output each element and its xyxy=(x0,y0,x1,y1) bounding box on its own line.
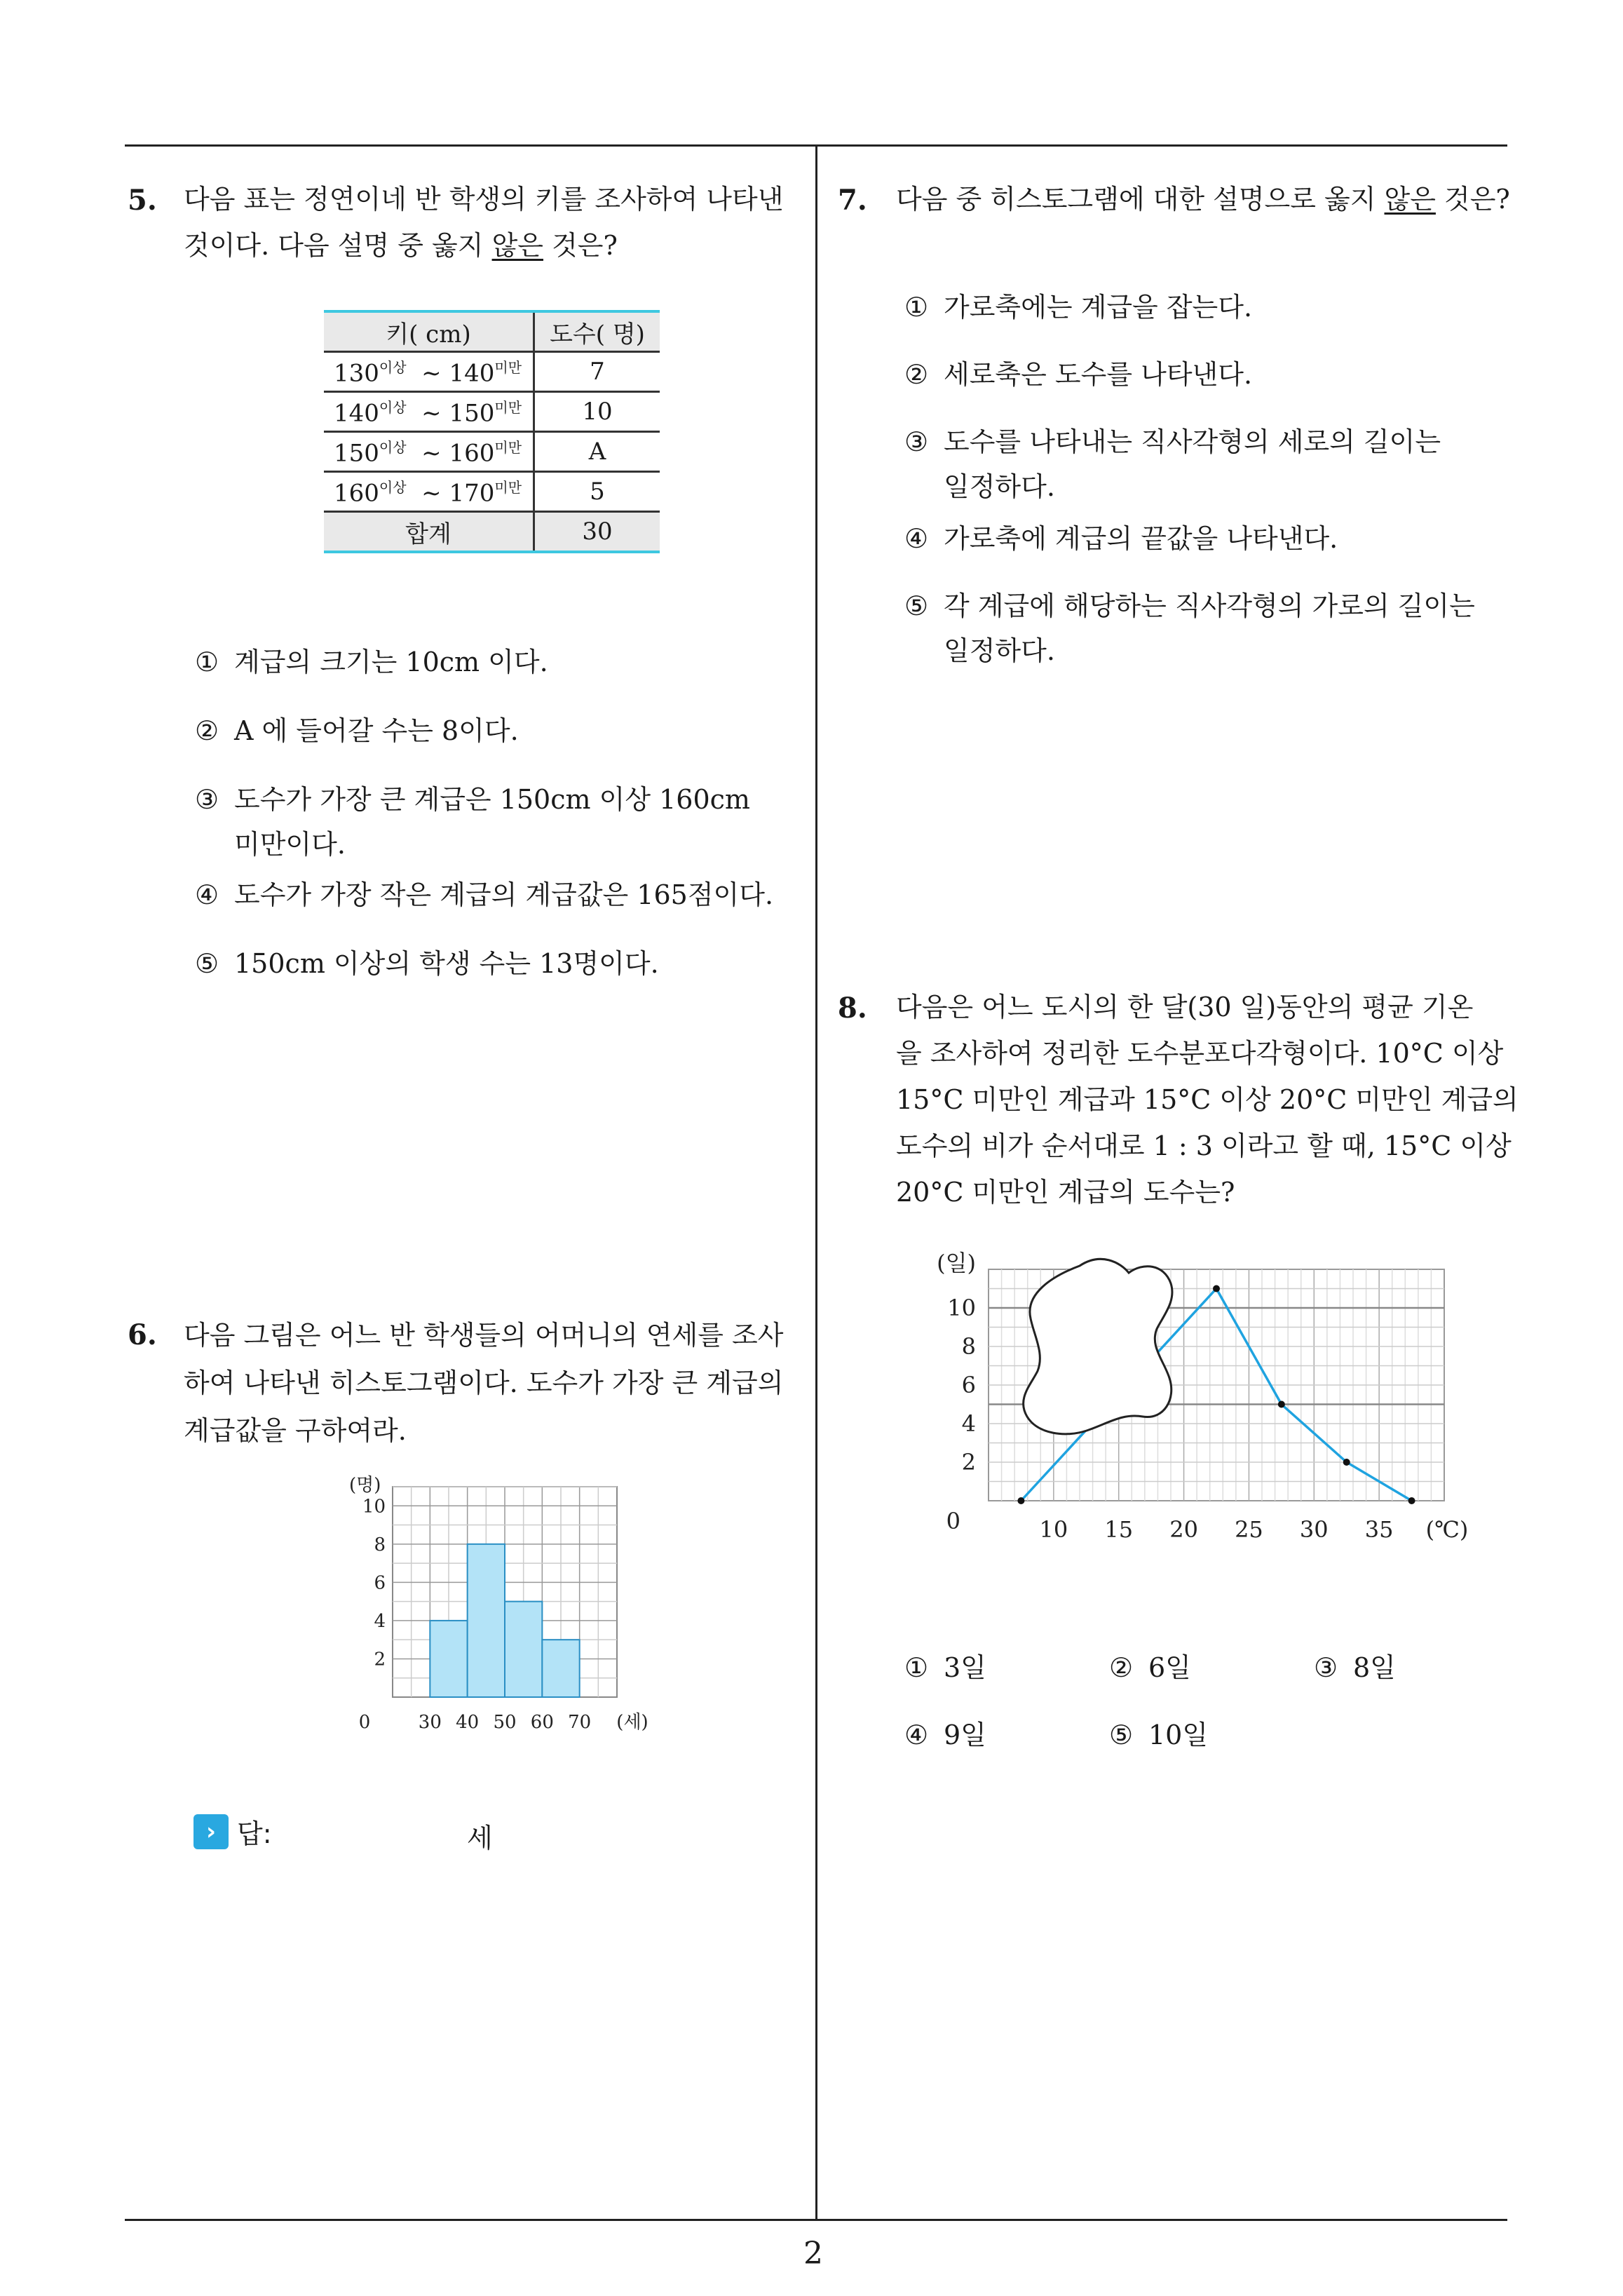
frequency-value: A xyxy=(534,432,660,472)
x-tick-label: 15 xyxy=(1104,1516,1134,1543)
histogram-bar xyxy=(468,1544,505,1697)
q5-text-line2: 것이다. 다음 설명 중 옳지 않은 것은? xyxy=(184,230,618,261)
q8-frequency-polygon xyxy=(932,1248,1479,1557)
data-point xyxy=(1278,1401,1285,1408)
class-interval: $140^{이상}$ ∼ $150^{미만}$ xyxy=(324,392,534,432)
y-tick-label: 2 xyxy=(961,1449,976,1475)
q5-option-4[interactable]: ④ 도수가 가장 작은 계급의 계급값은 165점이다. xyxy=(195,879,774,910)
header-height: 키( cm) xyxy=(324,311,534,352)
q5-option-1[interactable]: ① 계급의 크기는 10cm 이다. xyxy=(195,647,548,677)
y-axis-label: (일) xyxy=(937,1250,976,1276)
q5-option-5[interactable]: ⑤ 150cm 이상의 학생 수는 13명이다. xyxy=(195,948,659,979)
x-axis-label: (℃) xyxy=(1425,1516,1469,1543)
y-tick-label: 4 xyxy=(374,1610,386,1632)
data-point xyxy=(1017,1497,1024,1504)
q7-option-1[interactable]: ① 가로축에는 계급을 잡는다. xyxy=(904,292,1253,323)
q5-option-2[interactable]: ② A 에 들어갈 수는 8이다. xyxy=(195,715,519,746)
q6-text-line3: 계급값을 구하여라. xyxy=(184,1415,407,1446)
x-axis-label: (세) xyxy=(616,1712,648,1733)
histogram-bar xyxy=(505,1602,542,1697)
q8-option-3[interactable]: ③ 8일 xyxy=(1314,1652,1396,1683)
data-point xyxy=(1213,1285,1220,1292)
table-header-row xyxy=(324,311,660,352)
q5-option-3[interactable]: ③ 도수가 가장 큰 계급은 150cm 이상 160cm 미만이다. xyxy=(195,784,750,860)
q8-text-line4: 도수의 비가 순서대로 1 : 3 이라고 할 때, 15°C 이상 xyxy=(896,1130,1512,1161)
q5-number: 5. xyxy=(128,184,157,217)
frequency-value: 7 xyxy=(534,352,660,392)
histogram-bar xyxy=(430,1621,467,1697)
q8-option-5[interactable]: ⑤ 10일 xyxy=(1109,1720,1209,1750)
y-tick-label: 10 xyxy=(362,1496,386,1518)
data-point xyxy=(1408,1497,1415,1504)
total-value: 30 xyxy=(534,512,660,553)
chevron-right-icon: › xyxy=(193,1814,229,1849)
page-number: 2 xyxy=(803,2236,823,2271)
q7-option-4[interactable]: ④ 가로축에 계급의 끝값을 나타낸다. xyxy=(904,523,1338,554)
q7-text: 다음 중 히스토그램에 대한 설명으로 옳지 않은 것은? xyxy=(896,184,1510,215)
q8-text-line5: 20°C 미만인 계급의 도수는? xyxy=(896,1177,1235,1208)
y-tick-label: 10 xyxy=(947,1295,976,1321)
x-tick-label: 60 xyxy=(530,1712,554,1733)
class-interval: $160^{이상}$ ∼ $170^{미만}$ xyxy=(324,472,534,512)
frequency-table xyxy=(324,310,660,553)
total-label: 합계 xyxy=(324,512,534,553)
class-interval: $130^{이상}$ ∼ $140^{미만}$ xyxy=(324,352,534,392)
frequency-value: 10 xyxy=(534,392,660,432)
x-tick-label: 0 xyxy=(358,1712,371,1733)
y-tick-label: 2 xyxy=(374,1649,386,1670)
q8-option-2[interactable]: ② 6일 xyxy=(1109,1652,1191,1683)
q6-text-line2: 하여 나타낸 히스토그램이다. 도수가 가장 큰 계급의 xyxy=(184,1368,784,1398)
data-point xyxy=(1343,1459,1350,1466)
q7-option-3[interactable]: ③ 도수를 나타내는 직사각형의 세로의 길이는 일정하다. xyxy=(904,426,1441,502)
y-tick-label: 6 xyxy=(961,1372,976,1398)
q8-option-1[interactable]: ① 3일 xyxy=(904,1652,986,1683)
q7-option-5[interactable]: ⑤ 각 계급에 해당하는 직사각형의 가로의 길이는 일정하다. xyxy=(904,590,1475,666)
y-tick-label: 8 xyxy=(961,1333,976,1360)
q8-text-line2: 을 조사하여 정리한 도수분포다각형이다. 10°C 이상 xyxy=(896,1038,1504,1069)
q5-text-line1: 다음 표는 정연이네 반 학생의 키를 조사하여 나타낸 xyxy=(184,184,784,215)
y-tick-label: 8 xyxy=(374,1534,386,1555)
histogram-bar xyxy=(542,1640,579,1697)
q8-text-line1: 다음은 어느 도시의 한 달(30 일)동안의 평균 기온 xyxy=(896,992,1474,1022)
y-axis-label: (명) xyxy=(349,1475,381,1496)
answer-unit: 세 xyxy=(467,1823,493,1853)
origin-label: 0 xyxy=(946,1508,960,1534)
table-row xyxy=(324,472,660,512)
y-tick-label: 6 xyxy=(374,1572,386,1594)
answer-label: 답: xyxy=(237,1818,272,1849)
q5-emphasis-not: 않은 xyxy=(491,230,543,261)
table-row xyxy=(324,432,660,472)
q7-emphasis-not: 않은 xyxy=(1384,184,1436,215)
frequency-value: 5 xyxy=(534,472,660,512)
x-tick-label: 50 xyxy=(493,1712,517,1733)
x-tick-label: 35 xyxy=(1364,1516,1394,1543)
q6-number: 6. xyxy=(128,1318,157,1351)
x-tick-label: 70 xyxy=(568,1712,592,1733)
q8-number: 8. xyxy=(838,992,867,1025)
answer-input[interactable] xyxy=(294,1812,463,1850)
x-tick-label: 10 xyxy=(1039,1516,1068,1543)
x-tick-label: 20 xyxy=(1169,1516,1198,1543)
table-total-row xyxy=(324,512,660,553)
bottom-rule xyxy=(125,2219,1507,2221)
x-tick-label: 40 xyxy=(456,1712,480,1733)
q8-text-line3: 15°C 미만인 계급과 15°C 이상 20°C 미만인 계급의 xyxy=(896,1084,1519,1115)
x-tick-label: 30 xyxy=(418,1712,442,1733)
q6-histogram xyxy=(337,1473,659,1753)
header-frequency: 도수( 명) xyxy=(534,311,660,352)
class-interval: $150^{이상}$ ∼ $160^{미만}$ xyxy=(324,432,534,472)
q7-option-2[interactable]: ② 세로축은 도수를 나타낸다. xyxy=(904,359,1253,390)
column-divider xyxy=(815,144,817,2219)
table-row xyxy=(324,392,660,432)
x-tick-label: 25 xyxy=(1235,1516,1263,1543)
ink-blot-cover xyxy=(1024,1259,1172,1433)
answer-box xyxy=(193,1812,272,1851)
q8-option-4[interactable]: ④ 9일 xyxy=(904,1720,986,1750)
q7-number: 7. xyxy=(838,184,867,217)
table-row xyxy=(324,352,660,392)
q6-text-line1: 다음 그림은 어느 반 학생들의 어머니의 연세를 조사 xyxy=(184,1320,784,1351)
y-tick-label: 4 xyxy=(961,1410,976,1437)
x-tick-label: 30 xyxy=(1299,1516,1329,1543)
